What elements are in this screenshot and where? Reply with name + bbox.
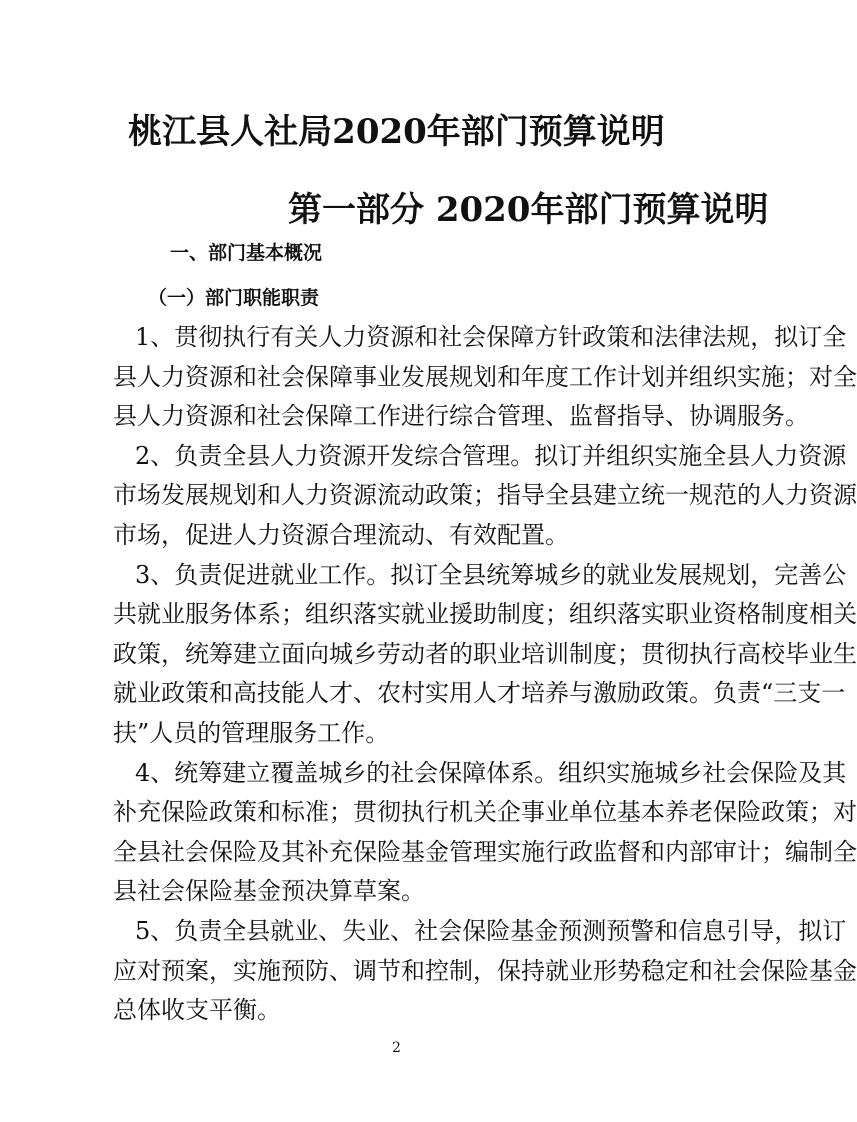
paragraph <box>113 912 857 1031</box>
paragraph-line: 县人力资源和社会保障事业发展规划和年度工作计划并组织实施；对全 <box>113 362 857 391</box>
paragraph-line: 1、贯彻执行有关人力资源和社会保障方针政策和法律法规，拟订全 <box>135 323 847 351</box>
page-number: 2 <box>392 1040 401 1056</box>
paragraph-line: 共就业服务体系；组织落实就业援助制度；组织落实职业资格制度相关 <box>113 600 857 629</box>
part-title: 第一部分 2020年部门预算说明 <box>288 190 769 230</box>
paragraph-line: 4、统筹建立覆盖城乡的社会保障体系。组织实施城乡社会保险及其 <box>135 758 847 787</box>
paragraph-line: 县人力资源和社会保障工作进行综合管理、监督指导、协调服务。 <box>113 402 809 431</box>
paragraph-line: 3、负责促进就业工作。拟订全县统筹城乡的就业发展规划，完善公 <box>135 560 847 589</box>
section-heading: 一、部门基本概况 <box>170 242 323 264</box>
paragraph-line: 总体收支平衡。 <box>113 996 281 1025</box>
paragraph-line: 全县社会保险及其补充保险基金管理实施行政监督和内部审计；编制全 <box>113 837 857 866</box>
document-title: 桃江县人社局2020年部门预算说明 <box>128 112 665 152</box>
paragraph-line: 扶”人员的管理服务工作。 <box>113 718 390 747</box>
paragraph-line: 县社会保险基金预决算草案。 <box>113 877 425 906</box>
body-text <box>113 318 857 1031</box>
paragraph <box>113 318 857 437</box>
subsection-heading: （一）部门职能职责 <box>148 287 320 309</box>
paragraph-line: 2、负责全县人力资源开发综合管理。拟订并组织实施全县人力资源 <box>135 441 847 470</box>
paragraph-line: 政策，统筹建立面向城乡劳动者的职业培训制度；贯彻执行高校毕业生 <box>113 639 857 668</box>
paragraph <box>113 754 857 912</box>
paragraph <box>113 556 857 754</box>
paragraph-line: 应对预案，实施预防、调节和控制，保持就业形势稳定和社会保险基金 <box>113 956 857 985</box>
paragraph <box>113 437 857 556</box>
paragraph-line: 就业政策和高技能人才、农村实用人才培养与激励政策。负责“三支一 <box>113 679 846 708</box>
paragraph-line: 市场发展规划和人力资源流动政策；指导全县建立统一规范的人力资源 <box>113 481 857 510</box>
paragraph-line: 补充保险政策和标准；贯彻执行机关企事业单位基本养老保险政策；对 <box>113 798 857 827</box>
paragraph-line: 5、负责全县就业、失业、社会保险基金预测预警和信息引导，拟订 <box>135 916 847 945</box>
paragraph-line: 市场，促进人力资源合理流动、有效配置。 <box>113 520 569 549</box>
